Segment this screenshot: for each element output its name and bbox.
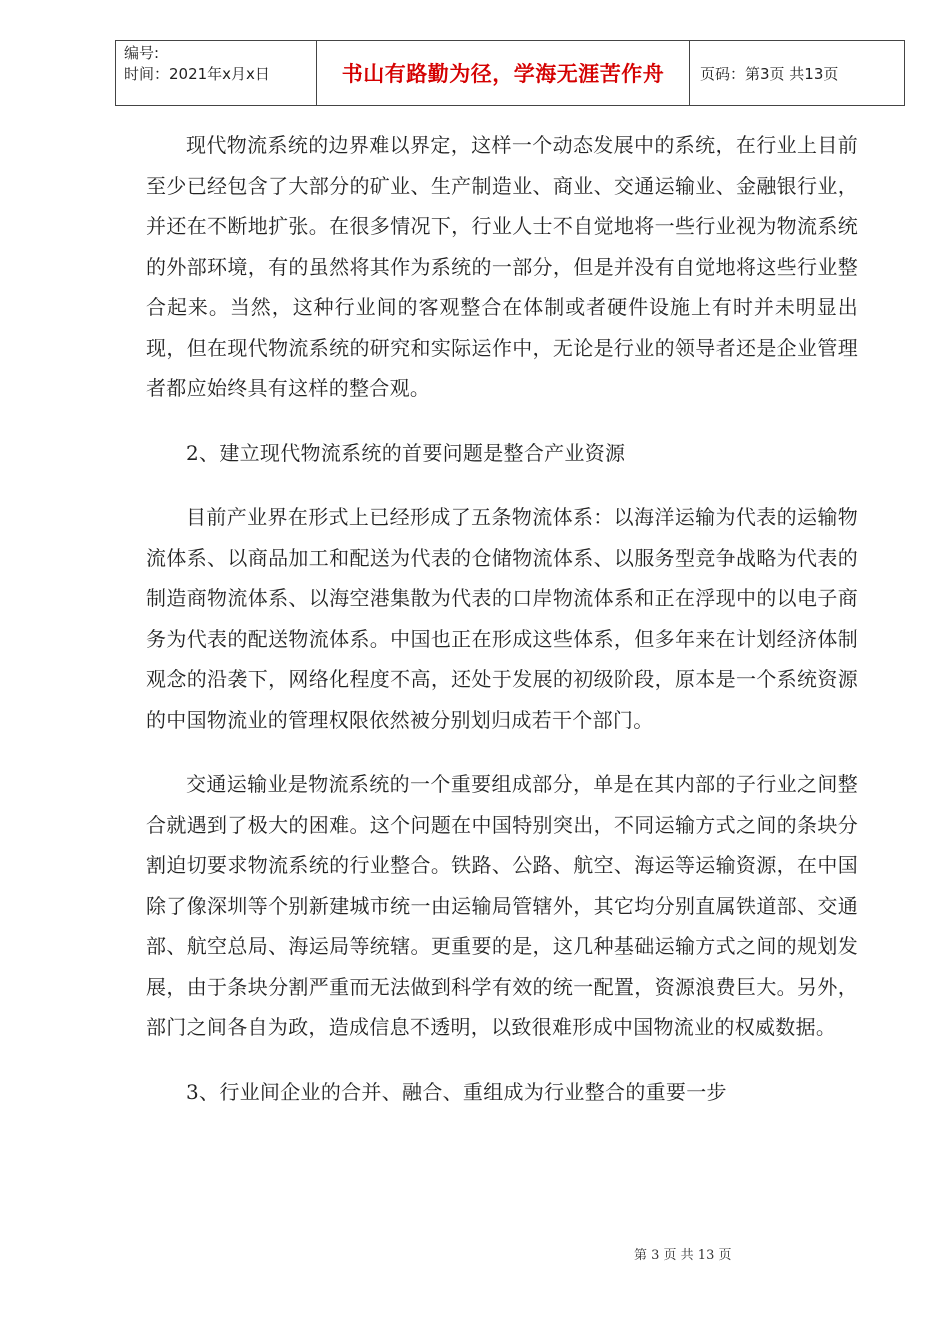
- number-label: 编号:: [124, 44, 160, 62]
- header-page-info: 页码：第3页 共13页: [700, 64, 839, 83]
- paragraph-integration-view: 现代物流系统的边界难以界定，这样一个动态发展中的系统，在行业上目前至少已经包含了大部分的矿业、生产制造业、商业、交通运输业、金融银行业，并还在不断地扩张。在很多情况下，行业人士不自觉地将一些行业视为物流系统的外部环境，有的虽然将其作为系统的一部分，但是并没有自觉地将这些行业整合起来。当然，这种行业间的客观整合在体制或者硬件设施上有时并未明显出现，但在现代物流系统的研究和实际运作中，无论是行业的领导者还是企业管理者都应始终具有这样的整合观。: [146, 133, 858, 400]
- paragraph-transport-industry: 交通运输业是物流系统的一个重要组成部分，单是在其内部的子行业之间整合就遇到了极大的困难。这个问题在中国特别突出，不同运输方式之间的条块分割迫切要求物流系统的行业整合。铁路、公路、航空、海运等运输资源，在中国除了像深圳等个别新建城市统一由运输局管辖外，其它均分别直属铁道部、交通部、航空总局、海运局等统辖。更重要的是，这几种基础运输方式之间的规划发展，由于条块分割严重而无法做到科学有效的统一配置，资源浪费巨大。另外，部门之间各自为政，造成信息不透明，以致很难形成中国物流业的权威数据。: [146, 772, 858, 1039]
- header-meta: [116, 41, 317, 105]
- page-header: [115, 40, 905, 106]
- document-body: [146, 125, 858, 1136]
- paragraph-logistics-systems: 目前产业界在形式上已经形成了五条物流体系：以海洋运输为代表的运输物流体系、以商品加工和配送为代表的仓储物流体系、以服务型竞争战略为代表的制造商物流体系、以海空港集散为代表的口岸物流体系和正在浮现中的以电子商务为代表的配送物流体系。中国也正在形成这些体系，但多年来在计划经济体制观念的沿袭下，网络化程度不高，还处于发展的初级阶段，原本是一个系统资源的中国物流业的管理权限依然被分别划归成若干个部门。: [146, 505, 858, 732]
- header-motto: 书山有路勤为径，学海无涯苦作舟: [317, 41, 690, 105]
- footer-page-number: 第 3 页 共 13 页: [634, 1248, 732, 1263]
- section-heading-3: 3、行业间企业的合并、融合、重组成为行业整合的重要一步: [186, 1079, 727, 1104]
- time-label: 时间：2021年x月x日: [124, 65, 270, 83]
- section-heading-2: 2、建立现代物流系统的首要问题是整合产业资源: [186, 440, 626, 465]
